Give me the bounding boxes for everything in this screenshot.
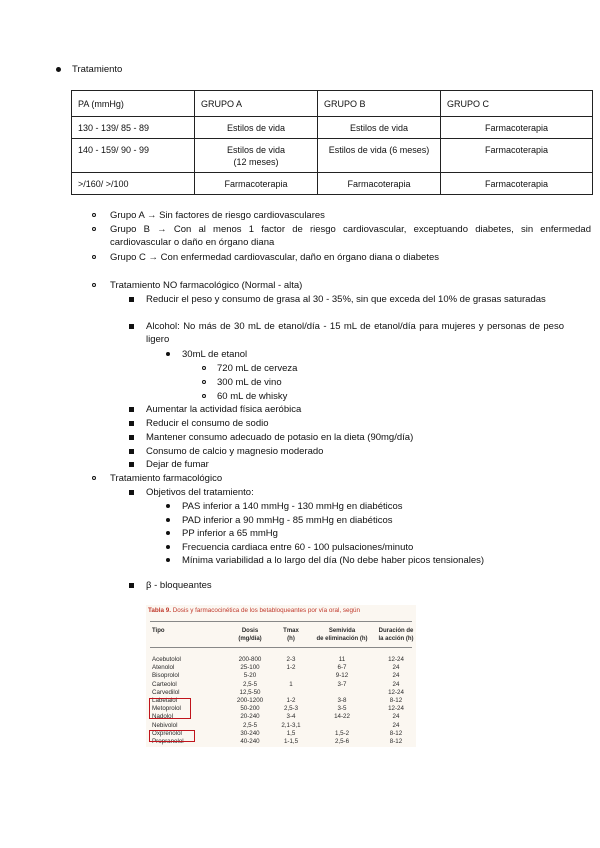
square-bullet-icon — [129, 297, 134, 302]
non-pharm-item: Aumentar la actividad física aeróbica — [146, 404, 302, 415]
figure-cell: Nadolol — [152, 713, 173, 721]
figure-cell: 200-1200 — [236, 697, 264, 704]
figure-header: Semivida de eliminación (h) — [316, 628, 368, 642]
figure-cell: 1-1,5 — [283, 738, 299, 745]
square-bullet-icon — [129, 421, 134, 426]
figure-cell: Nebivolol — [152, 721, 178, 729]
non-pharm-item: Dejar de fumar — [146, 459, 209, 470]
figure-cell: 8-12 — [389, 697, 403, 704]
square-bullet-icon — [129, 324, 134, 329]
square-bullet-icon — [129, 435, 134, 440]
objective-item: PAD inferior a 90 mmHg - 85 mmHg en diabéticos — [182, 515, 393, 526]
objective-item: Mínima variabilidad a lo largo del día (No debe haber picos tensionales) — [182, 555, 485, 566]
beta-label: β - bloqueantes — [146, 580, 212, 591]
figure-cell: 12,5-50 — [239, 688, 261, 696]
table-header-cell: GRUPO A — [195, 91, 318, 117]
table-header-cell: GRUPO B — [318, 91, 441, 117]
circle-bullet-icon — [202, 366, 206, 370]
table-cell: Estilos de vida (6 meses) — [318, 139, 441, 173]
non-pharm-title: Tratamiento NO farmacológico (Normal - alta) — [110, 280, 303, 291]
table-row — [72, 117, 593, 139]
figure-cell: 11 — [338, 656, 346, 663]
figure-cell: 1-2 — [286, 697, 296, 704]
alcohol-example: 720 mL de cerveza — [217, 363, 298, 374]
circle-bullet-icon — [92, 213, 96, 217]
table-cell: >/160/ >/100 — [72, 173, 195, 195]
figure-header: Tmax (h) — [283, 628, 299, 642]
circle-bullet-icon — [92, 227, 96, 231]
objective-item: PP inferior a 65 mmHg — [182, 528, 278, 539]
figure-cell: Metoprolol — [152, 705, 181, 713]
figure-title — [148, 607, 360, 614]
table-cell: Estilos de vida (12 meses) — [195, 139, 318, 173]
table-cell: Farmacoterapia — [318, 173, 441, 195]
group-item: Grupo C → Con enfermedad cardiovascular, daño en órgano diana o diabetes — [110, 252, 440, 263]
pharm-title: Tratamiento farmacológico — [110, 473, 223, 484]
figure-cell: Oxprenolol — [152, 729, 182, 737]
bullet-icon — [56, 67, 61, 72]
table-cell: 130 - 139/ 85 - 89 — [72, 117, 195, 139]
table-cell: 140 - 159/ 90 - 99 — [72, 139, 195, 173]
figure-cell: 2-3 — [286, 656, 296, 663]
figure-cell: 5-20 — [243, 672, 257, 680]
beta-blocker-table-image — [146, 605, 416, 747]
square-bullet-icon — [129, 490, 134, 495]
figure-cell: Bisoprolol — [152, 672, 180, 680]
figure-cell: 2,5-5 — [242, 680, 258, 688]
objective-item: Frecuencia cardiaca entre 60 - 100 pulsaciones/minuto — [182, 542, 414, 553]
figure-cell: Labetalol — [152, 697, 178, 704]
figure-cell: 14-22 — [334, 713, 350, 721]
figure-cell: 24 — [392, 713, 400, 721]
dot-bullet-icon — [166, 531, 170, 535]
table-cell: Farmacoterapia — [441, 139, 593, 173]
group-item: Grupo B → Con al menos 1 factor de riesgo cardiovascular, exceptuando diabetes, sin enfermedad cardiovascular o daño en órgano diana — [110, 224, 591, 248]
figure-cell: 20-240 — [240, 713, 260, 721]
figure-cell: Acebutolol — [152, 656, 181, 663]
table-cell: Estilos de vida — [195, 117, 318, 139]
non-pharm-item: Reducir el peso y consumo de grasa al 30 - 35%, sin que exceda del 10% de grasas saturadas — [146, 294, 546, 305]
figure-title-text: Dosis y farmacocinética de los betabloqueantes por vía oral, según — [172, 607, 360, 614]
figure-cell: 1,5-2 — [334, 729, 350, 737]
figure-rule — [150, 621, 412, 622]
circle-bullet-icon — [92, 476, 96, 480]
figure-cell: 24 — [392, 672, 400, 680]
figure-cell: 8-12 — [389, 738, 403, 745]
square-bullet-icon — [129, 462, 134, 467]
figure-cell: 24 — [392, 721, 400, 729]
figure-cell: 2,5-6 — [334, 738, 350, 745]
figure-cell: 3-7 — [337, 680, 347, 688]
circle-bullet-icon — [92, 255, 96, 259]
bp-table — [71, 90, 593, 195]
table-row — [72, 139, 593, 173]
dot-bullet-icon — [166, 352, 170, 356]
table-header-row — [72, 91, 593, 117]
circle-bullet-icon — [202, 380, 206, 384]
figure-rule — [150, 647, 412, 648]
figure-cell: 30-240 — [240, 729, 260, 737]
dot-bullet-icon — [166, 545, 170, 549]
square-bullet-icon — [129, 407, 134, 412]
figure-cell: 12-24 — [388, 688, 404, 696]
figure-cell: 12-24 — [388, 656, 404, 663]
figure-cell: 2,5-3 — [283, 705, 299, 713]
figure-cell: 12-24 — [388, 705, 404, 713]
table-header-cell: GRUPO C — [441, 91, 593, 117]
highlight-box — [149, 698, 191, 719]
figure-title-number: Tabla 9. — [148, 607, 171, 614]
figure-cell: 40-240 — [240, 738, 260, 745]
figure-cell: 8-12 — [389, 729, 403, 737]
figure-cell: Propranolol — [152, 738, 184, 745]
non-pharm-item: Alcohol: No más de 30 mL de etanol/día - 15 mL de etanol/día para mujeres y personas de peso ligero — [146, 321, 564, 345]
figure-cell: 200-800 — [238, 656, 262, 663]
figure-cell: 25-100 — [240, 664, 260, 672]
alcohol-example: 300 mL de vino — [217, 377, 282, 388]
figure-cell: 24 — [392, 664, 400, 672]
figure-cell: Carvedilol — [152, 688, 180, 696]
figure-cell: 3-8 — [337, 697, 347, 704]
figure-cell: 1 — [289, 680, 293, 688]
dot-bullet-icon — [166, 518, 170, 522]
figure-cell: 1-2 — [286, 664, 296, 672]
table-row — [72, 173, 593, 195]
non-pharm-item: Reducir el consumo de sodio — [146, 418, 269, 429]
circle-bullet-icon — [202, 394, 206, 398]
table-cell: Farmacoterapia — [441, 117, 593, 139]
non-pharm-item: Mantener consumo adecuado de potasio en la dieta (90mg/día) — [146, 432, 414, 443]
alcohol-sub: 30mL de etanol — [182, 349, 248, 360]
figure-cell: 2,1-3,1 — [281, 721, 301, 729]
section-title: Tratamiento — [72, 64, 123, 75]
circle-bullet-icon — [92, 283, 96, 287]
figure-header: Duración de la acción (h) — [378, 628, 414, 642]
figure-cell: 2,5-5 — [242, 721, 258, 729]
square-bullet-icon — [129, 449, 134, 454]
objective-item: PAS inferior a 140 mmHg - 130 mmHg en diabéticos — [182, 501, 403, 512]
table-header-cell: PA (mmHg) — [72, 91, 195, 117]
non-pharm-item: Consumo de calcio y magnesio moderado — [146, 446, 324, 457]
square-bullet-icon — [129, 583, 134, 588]
table-cell: Farmacoterapia — [441, 173, 593, 195]
dot-bullet-icon — [166, 504, 170, 508]
group-item: Grupo A → Sin factores de riesgo cardiovasculares — [110, 210, 325, 221]
figure-cell: 6-7 — [337, 664, 347, 672]
figure-cell: Atenolol — [152, 664, 175, 672]
figure-header: Dosis (mg/día) — [238, 628, 262, 642]
figure-cell: 3-5 — [337, 705, 347, 713]
table-cell: Farmacoterapia — [195, 173, 318, 195]
objectives-label: Objetivos del tratamiento: — [146, 487, 254, 498]
figure-cell: 24 — [392, 680, 400, 688]
figure-cell: Carteolol — [152, 680, 177, 688]
dot-bullet-icon — [166, 558, 170, 562]
figure-header: Tipo — [152, 628, 165, 634]
alcohol-example: 60 mL de whisky — [217, 391, 288, 402]
figure-cell: 3-4 — [286, 713, 296, 721]
figure-cell: 9-12 — [335, 672, 349, 680]
table-cell: Estilos de vida — [318, 117, 441, 139]
figure-cell: 1,5 — [286, 729, 296, 737]
highlight-box — [149, 730, 195, 742]
figure-cell: 50-200 — [240, 705, 260, 713]
